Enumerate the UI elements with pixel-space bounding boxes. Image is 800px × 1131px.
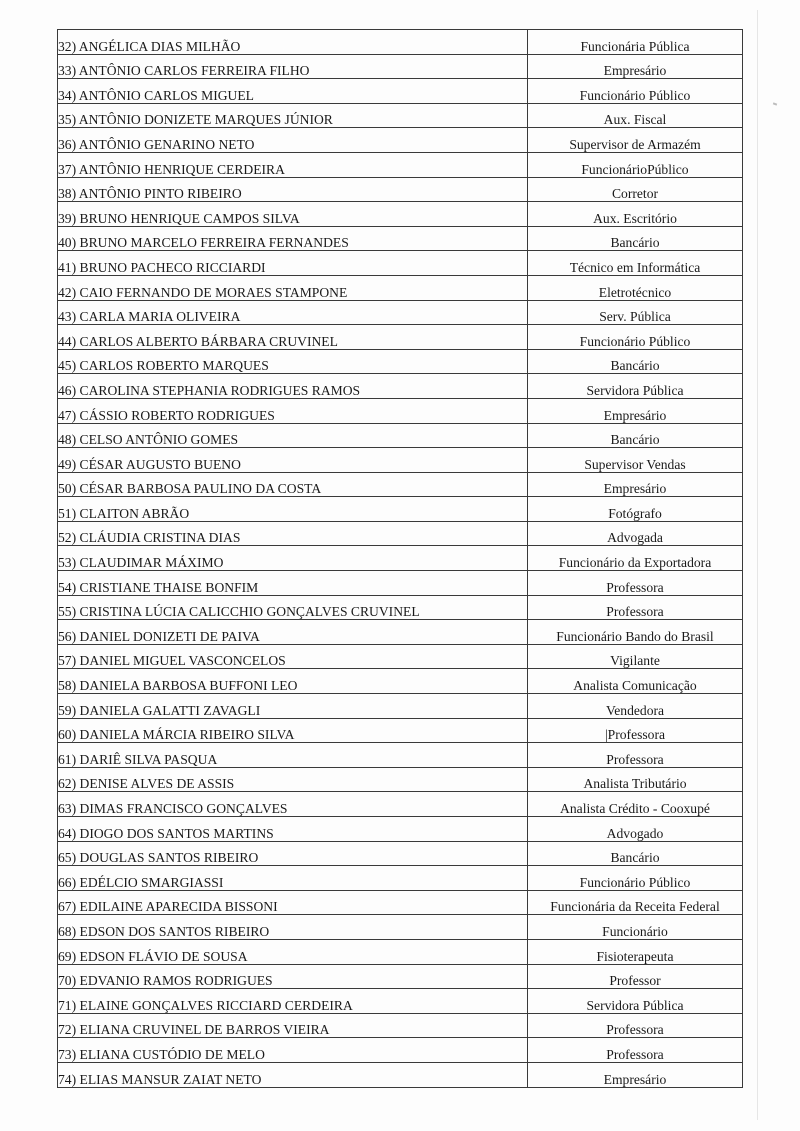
occupation-cell: Professora	[528, 1038, 743, 1063]
table-row	[58, 423, 743, 448]
scan-speck	[773, 102, 777, 105]
occupation-cell: Advogado	[528, 817, 743, 842]
member-name-cell: 43) CARLA MARIA OLIVEIRA	[58, 300, 528, 325]
member-name-cell: 33) ANTÔNIO CARLOS FERREIRA FILHO	[58, 54, 528, 79]
table-row	[58, 497, 743, 522]
table-row	[58, 521, 743, 546]
table-row	[58, 103, 743, 128]
occupation-cell: Corretor	[528, 177, 743, 202]
occupation-cell: Professora	[528, 595, 743, 620]
table-row	[58, 398, 743, 423]
occupation-cell: Servidora Pública	[528, 989, 743, 1014]
table-row	[58, 374, 743, 399]
occupation-cell: |Professora	[528, 718, 743, 743]
table-row	[58, 1038, 743, 1063]
member-name-cell: 46) CAROLINA STEPHANIA RODRIGUES RAMOS	[58, 374, 528, 399]
member-name-cell: 40) BRUNO MARCELO FERREIRA FERNANDES	[58, 226, 528, 251]
member-name-cell: 47) CÁSSIO ROBERTO RODRIGUES	[58, 398, 528, 423]
occupation-cell: Advogada	[528, 521, 743, 546]
occupation-cell: Serv. Pública	[528, 300, 743, 325]
table-row	[58, 817, 743, 842]
member-name-cell: 63) DIMAS FRANCISCO GONÇALVES	[58, 792, 528, 817]
occupation-cell: Empresário	[528, 54, 743, 79]
table-row	[58, 226, 743, 251]
occupation-cell: Eletrotécnico	[528, 275, 743, 300]
member-name-cell: 44) CARLOS ALBERTO BÁRBARA CRUVINEL	[58, 325, 528, 350]
occupation-cell: Bancário	[528, 423, 743, 448]
member-name-cell: 68) EDSON DOS SANTOS RIBEIRO	[58, 915, 528, 940]
member-name-cell: 53) CLAUDIMAR MÁXIMO	[58, 546, 528, 571]
occupation-cell: Professor	[528, 964, 743, 989]
occupation-cell: Funcionário da Exportadora	[528, 546, 743, 571]
occupation-cell: FuncionárioPúblico	[528, 152, 743, 177]
table-row	[58, 472, 743, 497]
table-row	[58, 128, 743, 153]
table-row	[58, 595, 743, 620]
table-row	[58, 177, 743, 202]
member-name-cell: 62) DENISE ALVES DE ASSIS	[58, 767, 528, 792]
occupation-cell: Analista Crédito - Cooxupé	[528, 792, 743, 817]
member-name-cell: 72) ELIANA CRUVINEL DE BARROS VIEIRA	[58, 1013, 528, 1038]
occupation-cell: Funcionária Pública	[528, 30, 743, 55]
table-row	[58, 251, 743, 276]
table-row	[58, 866, 743, 891]
occupation-cell: Empresário	[528, 1062, 743, 1087]
members-table	[57, 29, 743, 1088]
member-name-cell: 61) DARIÊ SILVA PASQUA	[58, 743, 528, 768]
scan-edge-line	[757, 10, 758, 1120]
member-name-cell: 39) BRUNO HENRIQUE CAMPOS SILVA	[58, 202, 528, 227]
occupation-cell: Técnico em Informática	[528, 251, 743, 276]
table-row	[58, 694, 743, 719]
members-table-body	[58, 30, 743, 1088]
occupation-cell: Bancário	[528, 841, 743, 866]
table-row	[58, 620, 743, 645]
member-name-cell: 67) EDILAINE APARECIDA BISSONI	[58, 890, 528, 915]
member-name-cell: 60) DANIELA MÁRCIA RIBEIRO SILVA	[58, 718, 528, 743]
table-row	[58, 644, 743, 669]
member-name-cell: 38) ANTÔNIO PINTO RIBEIRO	[58, 177, 528, 202]
table-row	[58, 841, 743, 866]
table-row	[58, 792, 743, 817]
table-row	[58, 54, 743, 79]
table-row	[58, 325, 743, 350]
member-name-cell: 74) ELIAS MANSUR ZAIAT NETO	[58, 1062, 528, 1087]
occupation-cell: Aux. Fiscal	[528, 103, 743, 128]
table-row	[58, 152, 743, 177]
occupation-cell: Professora	[528, 571, 743, 596]
member-name-cell: 42) CAIO FERNANDO DE MORAES STAMPONE	[58, 275, 528, 300]
occupation-cell: Empresário	[528, 398, 743, 423]
table-row	[58, 349, 743, 374]
table-row	[58, 989, 743, 1014]
member-name-cell: 54) CRISTIANE THAISE BONFIM	[58, 571, 528, 596]
member-name-cell: 55) CRISTINA LÚCIA CALICCHIO GONÇALVES CRUVINEL	[58, 595, 528, 620]
member-name-cell: 59) DANIELA GALATTI ZAVAGLI	[58, 694, 528, 719]
occupation-cell: Fisioterapeuta	[528, 939, 743, 964]
member-name-cell: 64) DIOGO DOS SANTOS MARTINS	[58, 817, 528, 842]
member-name-cell: 56) DANIEL DONIZETI DE PAIVA	[58, 620, 528, 645]
occupation-cell: Aux. Escritório	[528, 202, 743, 227]
member-name-cell: 36) ANTÔNIO GENARINO NETO	[58, 128, 528, 153]
occupation-cell: Analista Comunicação	[528, 669, 743, 694]
occupation-cell: Servidora Pública	[528, 374, 743, 399]
table-row	[58, 669, 743, 694]
table-row	[58, 1062, 743, 1087]
member-name-cell: 34) ANTÔNIO CARLOS MIGUEL	[58, 79, 528, 104]
table-row	[58, 448, 743, 473]
occupation-cell: Empresário	[528, 472, 743, 497]
occupation-cell: Bancário	[528, 226, 743, 251]
occupation-cell: Vigilante	[528, 644, 743, 669]
occupation-cell: Professora	[528, 1013, 743, 1038]
member-name-cell: 57) DANIEL MIGUEL VASCONCELOS	[58, 644, 528, 669]
table-row	[58, 1013, 743, 1038]
occupation-cell: Bancário	[528, 349, 743, 374]
table-row	[58, 964, 743, 989]
member-name-cell: 66) EDÉLCIO SMARGIASSI	[58, 866, 528, 891]
occupation-cell: Professora	[528, 743, 743, 768]
table-row	[58, 915, 743, 940]
occupation-cell: Funcionário Público	[528, 325, 743, 350]
member-name-cell: 70) EDVANIO RAMOS RODRIGUES	[58, 964, 528, 989]
table-row	[58, 79, 743, 104]
occupation-cell: Analista Tributário	[528, 767, 743, 792]
occupation-cell: Funcionário Público	[528, 866, 743, 891]
occupation-cell: Funcionária da Receita Federal	[528, 890, 743, 915]
table-row	[58, 743, 743, 768]
table-row	[58, 30, 743, 55]
table-row	[58, 890, 743, 915]
occupation-cell: Funcionário Público	[528, 79, 743, 104]
table-row	[58, 939, 743, 964]
member-name-cell: 69) EDSON FLÁVIO DE SOUSA	[58, 939, 528, 964]
member-name-cell: 37) ANTÔNIO HENRIQUE CERDEIRA	[58, 152, 528, 177]
member-name-cell: 35) ANTÔNIO DONIZETE MARQUES JÚNIOR	[58, 103, 528, 128]
table-row	[58, 202, 743, 227]
table-row	[58, 546, 743, 571]
occupation-cell: Funcionário	[528, 915, 743, 940]
occupation-cell: Supervisor de Armazém	[528, 128, 743, 153]
member-name-cell: 49) CÉSAR AUGUSTO BUENO	[58, 448, 528, 473]
occupation-cell: Funcionário Bando do Brasil	[528, 620, 743, 645]
occupation-cell: Supervisor Vendas	[528, 448, 743, 473]
member-name-cell: 71) ELAINE GONÇALVES RICCIARD CERDEIRA	[58, 989, 528, 1014]
member-name-cell: 52) CLÁUDIA CRISTINA DIAS	[58, 521, 528, 546]
member-name-cell: 50) CÉSAR BARBOSA PAULINO DA COSTA	[58, 472, 528, 497]
member-name-cell: 58) DANIELA BARBOSA BUFFONI LEO	[58, 669, 528, 694]
table-row	[58, 300, 743, 325]
table-row	[58, 571, 743, 596]
member-name-cell: 73) ELIANA CUSTÓDIO DE MELO	[58, 1038, 528, 1063]
occupation-cell: Vendedora	[528, 694, 743, 719]
member-name-cell: 45) CARLOS ROBERTO MARQUES	[58, 349, 528, 374]
member-name-cell: 48) CELSO ANTÔNIO GOMES	[58, 423, 528, 448]
occupation-cell: Fotógrafo	[528, 497, 743, 522]
table-row	[58, 718, 743, 743]
member-name-cell: 51) CLAITON ABRÃO	[58, 497, 528, 522]
member-name-cell: 65) DOUGLAS SANTOS RIBEIRO	[58, 841, 528, 866]
member-name-cell: 41) BRUNO PACHECO RICCIARDI	[58, 251, 528, 276]
table-row	[58, 767, 743, 792]
member-name-cell: 32) ANGÉLICA DIAS MILHÃO	[58, 30, 528, 55]
table-row	[58, 275, 743, 300]
